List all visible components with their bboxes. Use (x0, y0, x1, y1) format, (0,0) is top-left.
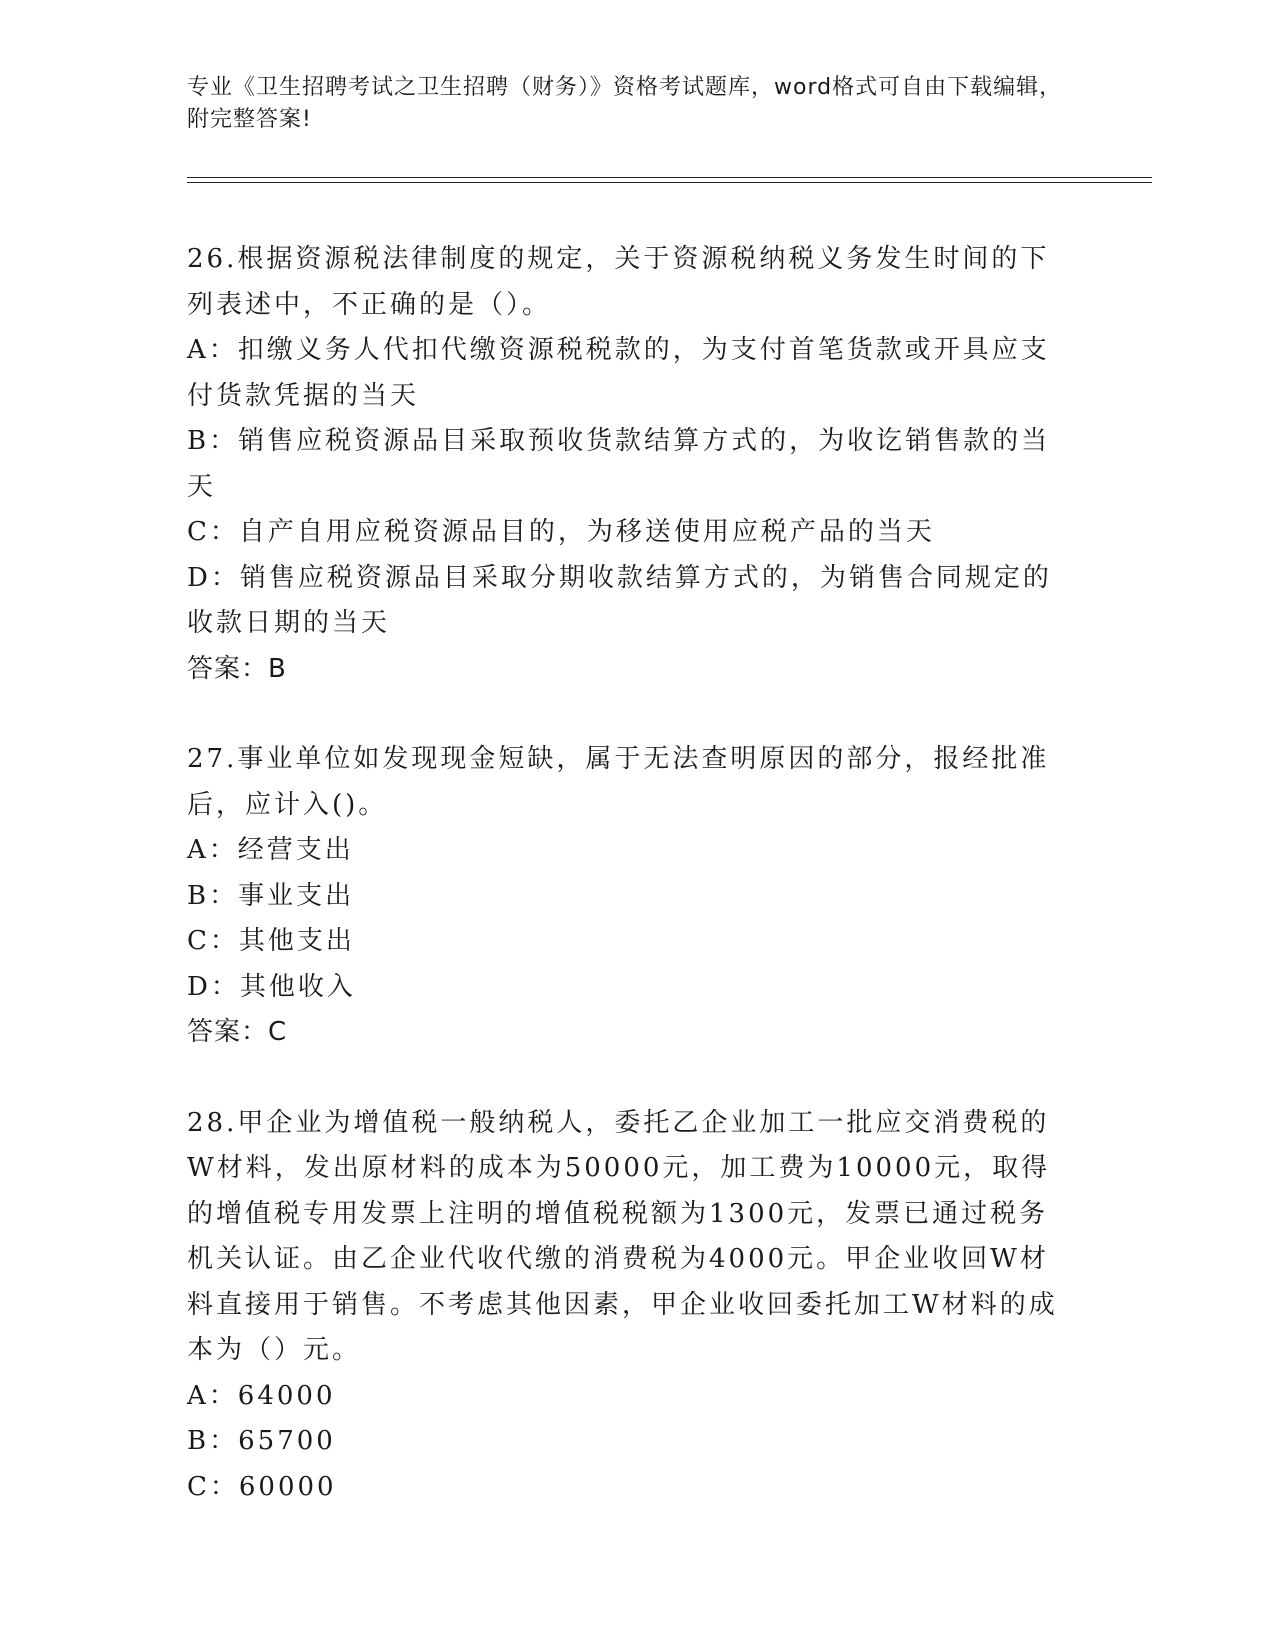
option-b: B：事业支出 (187, 880, 355, 911)
question-27 (187, 737, 1067, 1056)
page-header: 专业《卫生招聘考试之卫生招聘（财务）》资格考试题库，word格式可自由下载编辑，附完整答案! (187, 75, 1063, 132)
option-d: D：其他收入 (187, 971, 356, 1002)
option-b: B：65700 (187, 1426, 336, 1456)
question-list (187, 237, 1067, 1555)
option-c: C：60000 (187, 1471, 337, 1502)
question-text: 28.甲企业为增值税一般纳税人，委托乙企业加工一批应交消费税的W材料，发出原材料的成本为50000元，加工费为10000元，取得的增值税专用发票上注明的增值税税额为1300元，发票已通过税务机关认证。由乙企业代收代缴的消费税为4000元。甲企业收回W材料直接用于销售。不考虑其他因素，甲企业收回委托加工W材料的成本为（）元。 (187, 1107, 1058, 1365)
question-28 (187, 1101, 1067, 1511)
header-divider-bottom (187, 182, 1152, 183)
option-a: A：扣缴义务人代扣代缴资源税税款的，为支付首笔货款或开具应支付货款凭据的当天 (187, 335, 1050, 411)
question-26 (187, 237, 1067, 692)
option-d: D：销售应税资源品目采取分期收款结算方式的，为销售合同规定的收款日期的当天 (187, 562, 1052, 638)
option-c: C：其他支出 (187, 926, 355, 956)
question-text: 26.根据资源税法律制度的规定，关于资源税纳税义务发生时间的下列表述中，不正确的是（）。 (187, 244, 1050, 320)
question-text: 27.事业单位如发现现金短缺，属于无法查明原因的部分，报经批准后，应计入()。 (187, 744, 1050, 820)
header-divider-top (187, 177, 1152, 178)
option-a: A：64000 (187, 1380, 336, 1411)
answer-label: 答案：B (187, 653, 287, 684)
option-b: B：销售应税资源品目采取预收货款结算方式的，为收讫销售款的当天 (187, 426, 1051, 502)
answer-label: 答案：C (187, 1017, 288, 1047)
option-c: C：自产自用应税资源品目的，为移送使用应税产品的当天 (187, 517, 935, 547)
option-a: A：经营支出 (187, 835, 354, 865)
